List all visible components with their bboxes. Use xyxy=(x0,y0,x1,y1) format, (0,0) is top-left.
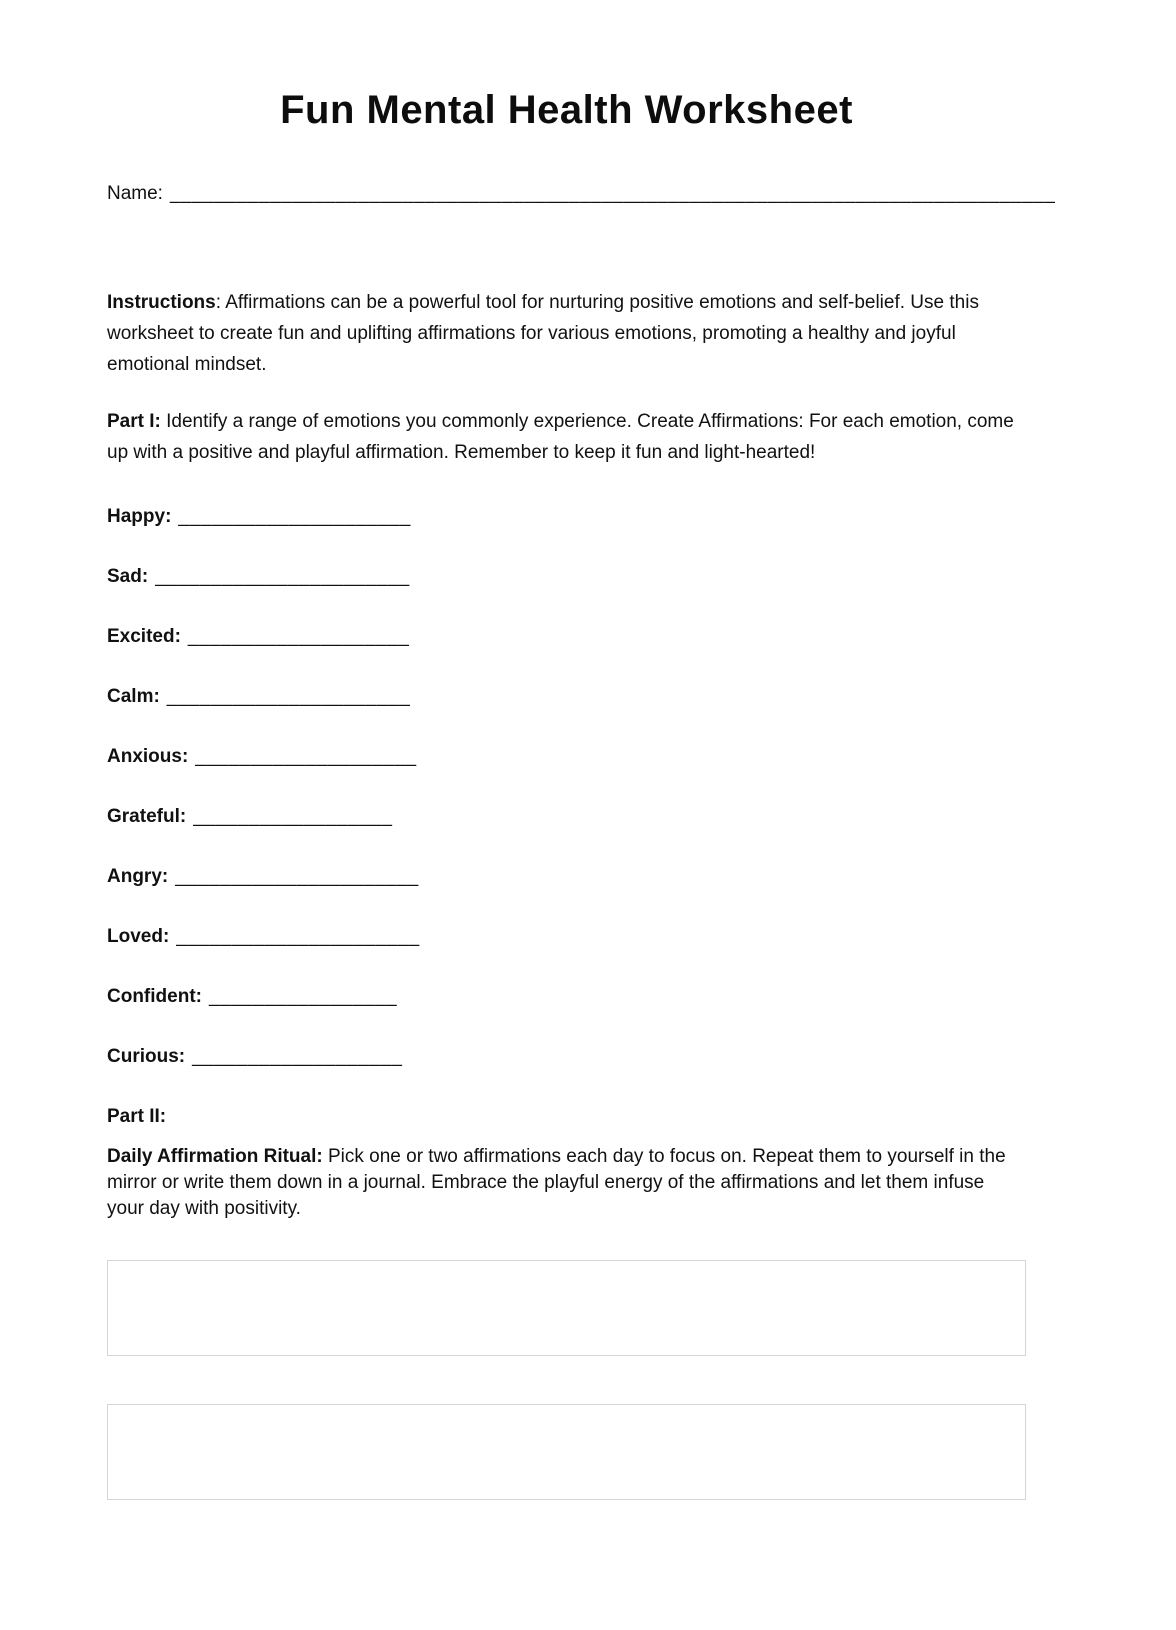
emotion-blank: ___________________ xyxy=(192,1046,403,1067)
emotion-row-happy xyxy=(107,506,1026,528)
emotion-blank: ______________________ xyxy=(176,926,420,947)
emotion-label: Happy: xyxy=(107,506,172,527)
emotion-label: Calm: xyxy=(107,686,160,707)
emotion-row-confident xyxy=(107,986,1026,1008)
answer-box-2[interactable] xyxy=(107,1404,1026,1500)
emotion-label: Angry: xyxy=(107,866,169,887)
emotion-label: Curious: xyxy=(107,1046,186,1067)
instructions-label: Instructions xyxy=(107,292,216,313)
emotion-blank: ____________________ xyxy=(187,626,410,647)
emotion-blank: _____________________ xyxy=(178,506,411,527)
emotion-row-anxious xyxy=(107,746,1026,768)
emotion-label: Loved: xyxy=(107,926,170,947)
emotion-label: Anxious: xyxy=(107,746,189,767)
ritual-label: Daily Affirmation Ritual: xyxy=(107,1146,323,1167)
emotion-label: Grateful: xyxy=(107,806,187,827)
emotion-blank: __________________ xyxy=(193,806,393,827)
name-row xyxy=(107,183,1056,205)
emotion-row-angry xyxy=(107,866,1026,888)
emotion-blank: _________________ xyxy=(208,986,398,1007)
instructions-text: : Affirmations can be a powerful tool for nurturing positive emotions and self-belief. Use this worksheet to create fun and uplifting affirmations for various emotions, promoting a healthy and joyful emotional mindset. xyxy=(107,292,979,375)
ritual-text: Pick one or two affirmations each day to focus on. Repeat them to yourself in the mirror or write them down in a journal. Embrace the playful energy of the affirmations and let them infuse your day with positivity. xyxy=(107,1146,1006,1219)
emotion-blank: ____________________ xyxy=(195,746,417,767)
emotion-row-loved xyxy=(107,926,1026,948)
part2-heading: Part II: xyxy=(107,1106,167,1127)
instructions-paragraph xyxy=(107,287,1026,380)
emotion-label: Excited: xyxy=(107,626,181,647)
emotion-blank: ______________________ xyxy=(175,866,419,887)
emotion-row-excited xyxy=(107,626,1026,648)
emotion-row-sad xyxy=(107,566,1026,588)
answer-box-1[interactable] xyxy=(107,1260,1026,1356)
part1-label: Part I: xyxy=(107,411,161,432)
name-label: Name: xyxy=(107,183,163,204)
emotion-label: Confident: xyxy=(107,986,202,1007)
part1-text: Identify a range of emotions you commonly experience. Create Affirmations: For each emotion, come up with a positive and playful affirmation. Remember to keep it fun and light-hearted! xyxy=(107,411,1014,463)
name-blank: ________________________________________________________________________________ xyxy=(169,183,1056,204)
emotion-row-curious xyxy=(107,1046,1026,1068)
emotion-row-calm xyxy=(107,686,1026,708)
part1-paragraph xyxy=(107,406,1026,468)
emotion-row-grateful xyxy=(107,806,1026,828)
emotion-blank: _______________________ xyxy=(155,566,410,587)
page-title: Fun Mental Health Worksheet xyxy=(280,88,853,132)
emotion-blank: ______________________ xyxy=(166,686,411,707)
emotion-label: Sad: xyxy=(107,566,149,587)
ritual-paragraph xyxy=(107,1144,1026,1222)
